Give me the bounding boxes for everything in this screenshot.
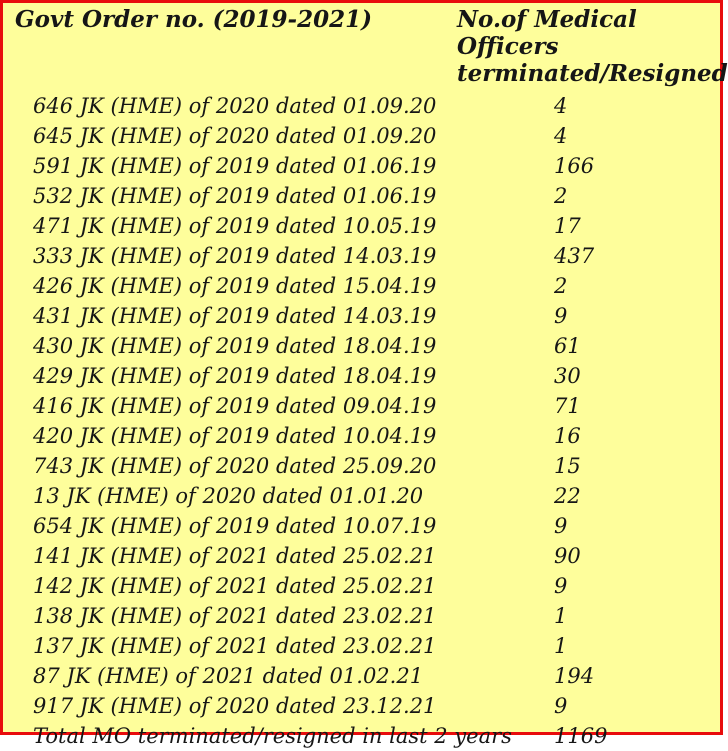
count-cell: 9 xyxy=(554,514,568,538)
count-cell: 4 xyxy=(554,94,568,118)
order-cell: 333 JK (HME) of 2019 dated 14.03.19 xyxy=(33,244,437,268)
order-cell: 654 JK (HME) of 2019 dated 10.07.19 xyxy=(33,514,437,538)
count-cell: 194 xyxy=(554,664,595,688)
table-row xyxy=(3,301,720,331)
header-mo-count-line1: No.of Medical Officers xyxy=(457,6,637,60)
count-cell: 4 xyxy=(554,124,568,148)
order-cell: 141 JK (HME) of 2021 dated 25.02.21 xyxy=(33,544,437,568)
order-cell: 426 JK (HME) of 2019 dated 15.04.19 xyxy=(33,274,437,298)
count-cell: 16 xyxy=(554,424,581,448)
table-row xyxy=(3,691,720,721)
table-body xyxy=(3,91,720,751)
order-cell: 532 JK (HME) of 2019 dated 01.06.19 xyxy=(33,184,437,208)
header-mo-count xyxy=(457,6,728,87)
order-cell: 430 JK (HME) of 2019 dated 18.04.19 xyxy=(33,334,437,358)
table-row xyxy=(3,331,720,361)
table-row xyxy=(3,541,720,571)
order-cell: 87 JK (HME) of 2021 dated 01.02.21 xyxy=(33,664,424,688)
table-row xyxy=(3,571,720,601)
count-cell: 17 xyxy=(554,214,581,238)
order-cell: 137 JK (HME) of 2021 dated 23.02.21 xyxy=(33,634,437,658)
order-cell: 142 JK (HME) of 2021 dated 25.02.21 xyxy=(33,574,437,598)
header-govt-order: Govt Order no. (2019-2021) xyxy=(15,6,372,33)
order-cell: 646 JK (HME) of 2020 dated 01.09.20 xyxy=(33,94,437,118)
order-cell: 471 JK (HME) of 2019 dated 10.05.19 xyxy=(33,214,437,238)
table-header xyxy=(3,3,728,87)
table-row xyxy=(3,511,720,541)
count-cell: 2 xyxy=(554,184,568,208)
header-mo-count-line2: terminated/Resigned xyxy=(457,60,728,87)
table-row xyxy=(3,661,720,691)
order-cell: 429 JK (HME) of 2019 dated 18.04.19 xyxy=(33,364,437,388)
count-cell: 22 xyxy=(554,484,581,508)
total-label-cell: Total MO terminated/resigned in last 2 years xyxy=(33,724,512,748)
order-cell: 591 JK (HME) of 2019 dated 01.06.19 xyxy=(33,154,437,178)
order-cell: 13 JK (HME) of 2020 dated 01.01.20 xyxy=(33,484,424,508)
table-row xyxy=(3,601,720,631)
table-row xyxy=(3,211,720,241)
order-cell: 645 JK (HME) of 2020 dated 01.09.20 xyxy=(33,124,437,148)
table-row xyxy=(3,181,720,211)
table-row xyxy=(3,91,720,121)
count-cell: 30 xyxy=(554,364,581,388)
table-row xyxy=(3,271,720,301)
table-row xyxy=(3,121,720,151)
count-cell: 2 xyxy=(554,274,568,298)
order-cell: 917 JK (HME) of 2020 dated 23.12.21 xyxy=(33,694,437,718)
order-cell: 420 JK (HME) of 2019 dated 10.04.19 xyxy=(33,424,437,448)
table-row xyxy=(3,241,720,271)
table-row xyxy=(3,391,720,421)
order-cell: 431 JK (HME) of 2019 dated 14.03.19 xyxy=(33,304,437,328)
count-cell: 9 xyxy=(554,304,568,328)
count-cell: 1 xyxy=(554,634,568,658)
order-cell: 138 JK (HME) of 2021 dated 23.02.21 xyxy=(33,604,437,628)
count-cell: 9 xyxy=(554,574,568,598)
table-row xyxy=(3,421,720,451)
count-cell: 166 xyxy=(554,154,595,178)
count-cell: 61 xyxy=(554,334,581,358)
count-cell: 9 xyxy=(554,694,568,718)
table-row xyxy=(3,361,720,391)
table-row xyxy=(3,151,720,181)
table-row xyxy=(3,481,720,511)
count-cell: 437 xyxy=(554,244,595,268)
count-cell: 1 xyxy=(554,604,568,628)
order-cell: 416 JK (HME) of 2019 dated 09.04.19 xyxy=(33,394,437,418)
count-cell: 71 xyxy=(554,394,581,418)
count-cell: 90 xyxy=(554,544,581,568)
table-row xyxy=(3,631,720,661)
total-count-cell: 1169 xyxy=(554,724,608,748)
order-cell: 743 JK (HME) of 2020 dated 25.09.20 xyxy=(33,454,437,478)
count-cell: 15 xyxy=(554,454,581,478)
table-row-total xyxy=(3,721,720,751)
table-row xyxy=(3,451,720,481)
